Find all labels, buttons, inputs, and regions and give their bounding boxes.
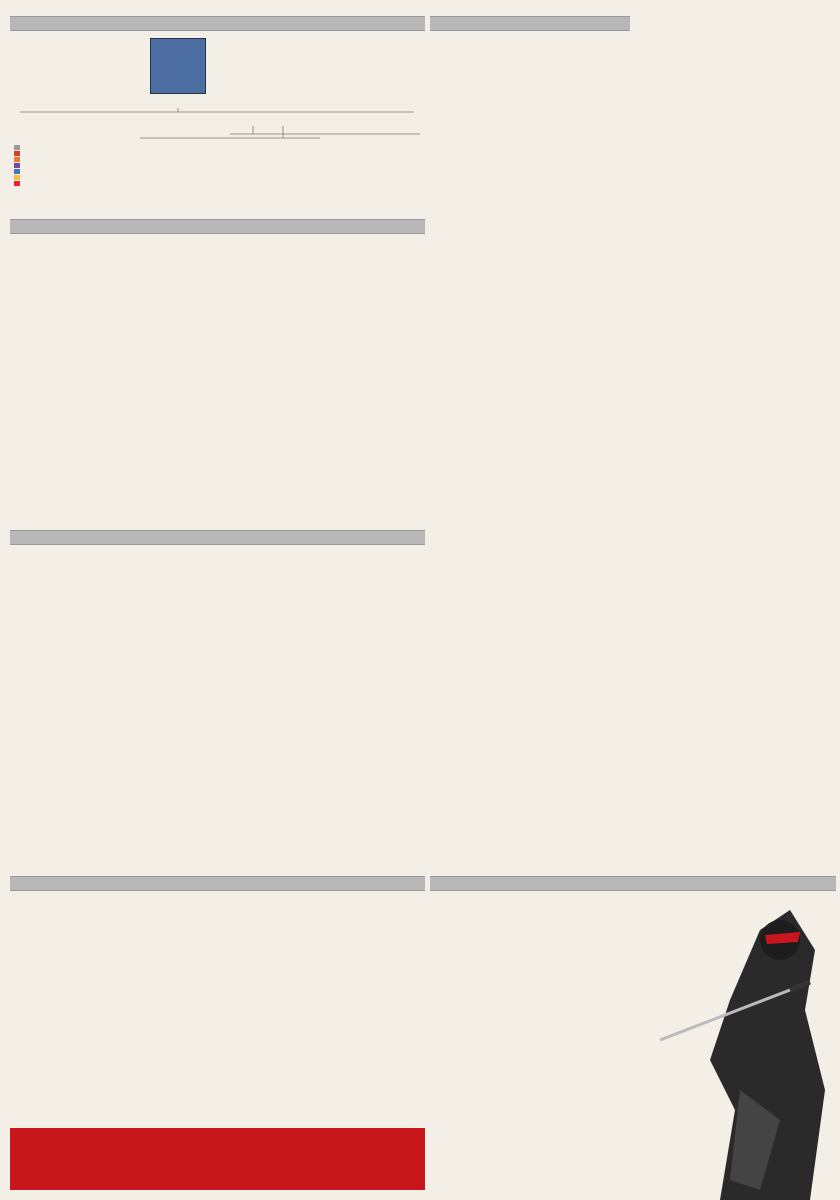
legend-nonpersistent — [14, 151, 94, 156]
hunt-category-tabs — [10, 548, 425, 576]
logs-column-1 — [432, 30, 564, 865]
top-level-folders — [14, 104, 424, 118]
logs-banner — [430, 16, 630, 31]
logs-column-2 — [568, 30, 700, 865]
root-folder-icon — [150, 38, 206, 94]
folder-notes-right — [305, 172, 425, 212]
hunt-column-2 — [150, 580, 285, 870]
usr-subfolders — [112, 124, 262, 164]
hunt-column-1 — [12, 580, 147, 870]
legend-binaries — [14, 163, 94, 168]
hunt-column-3 — [288, 580, 423, 870]
folder-notes-mid — [175, 166, 305, 212]
legend-virtual — [14, 145, 94, 150]
rootkits-column-2 — [220, 893, 425, 1125]
course-footer — [10, 1128, 425, 1190]
device-banner — [430, 876, 836, 891]
hunt-banner — [10, 530, 425, 545]
device-column-1 — [432, 893, 564, 1188]
ninja-illustration — [640, 890, 840, 1200]
folder-notes-left — [60, 172, 170, 212]
logs-column-3 — [704, 30, 836, 865]
legend-libraries — [14, 157, 94, 162]
var-subfolders — [250, 124, 430, 164]
mount-column-2 — [150, 236, 285, 536]
rootkits-column-1 — [12, 893, 217, 1125]
folder-banner — [10, 16, 425, 31]
rootkits-banner — [10, 876, 425, 891]
mount-column-1 — [12, 236, 147, 536]
mount-banner — [10, 219, 425, 234]
mount-column-3 — [288, 236, 423, 536]
